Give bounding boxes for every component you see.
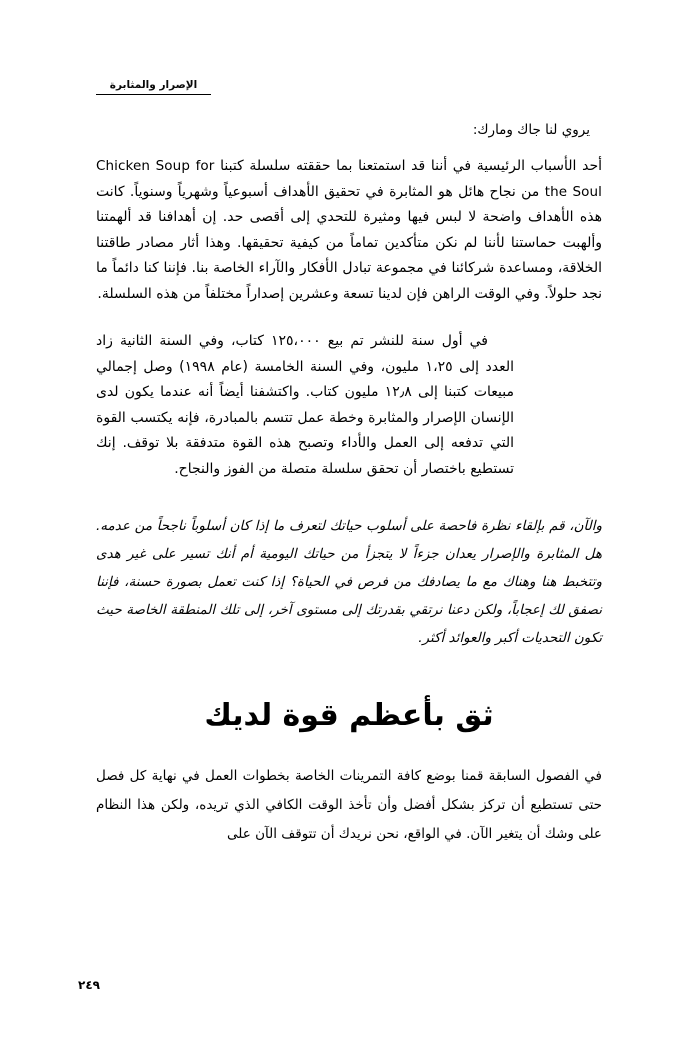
quote-paragraph-two: في أول سنة للنشر تم بيع ١٢٥،٠٠٠ كتاب، وفي السنة الثانية زاد العدد إلى ١،٢٥ مليون، وفي السنة الخامسة (عام ١٩٩٨) وصل إجمالي مبيعات كتبنا إلى ١٢٫٨ مليون كتاب. واكتشفنا أيضاً أنه عندما يكون لدى الإنسان الإصرار والمثابرة وخطة عمل تتسم بالمبادرة، فإنه يكتسب القوة التي تدفعه إلى العمل والأداء وتصبح هذه القوة متدفقة بلا توقف. إنك تستطيع باختصار أن تحقق سلسلة متصلة من الفوز والنجاح. <box>96 333 515 477</box>
page-number: ٢٤٩ <box>78 978 100 992</box>
page-content <box>96 120 602 849</box>
quote-text-after-title: من نجاح هائل هو المثابرة في تحقيق الأهداف أسبوعياً وشهرياً وسنوياً. كانت هذه الأهداف واضحة لا لبس فيها ومثيرة للتحدي إلى أقصى حد. إن أهدافنا قد ألهمتنا وألهبت حماستنا لأننا لم نكن متأكدين تماماً من كيفية تحقيقها. وهذا أثار مصادر طاقتنا الخلاقة، ومساعدة شركائنا في مجموعة تبادل الأفكار والآراء الخاصة بنا. فإننا كنا دائماً ما نجد حلولاً. وفي الوقت الراهن فإن لدينا تسعة وعشرين إصداراً مختلفاً من هذه السلسلة. <box>96 183 602 302</box>
lead-in-line: يروي لنا جاك ومارك: <box>472 122 590 138</box>
closing-paragraph: في الفصول السابقة قمنا بوضع كافة التمرينات الخاصة بخطوات العمل في نهاية كل فصل حتى تستطيع أن تركز بشكل أفضل وأن تأخذ الوقت الكافي الذي تريده، ولكن هذا النظام على وشك أن يتغير الآن. في الواقع، نحن نريدك أن تتوقف الآن على <box>96 768 602 842</box>
section-heading: ثق بأعظم قوة لديك <box>204 698 494 733</box>
quote-paragraph-one <box>96 154 602 307</box>
running-header-rule <box>96 94 211 95</box>
narrative-paragraph: والآن، قم بإلقاء نظرة فاحصة على أسلوب حياتك لتعرف ما إذا كان أسلوباً ناجحاً من عدمه. هل المثابرة والإصرار يعدان جزءاً لا يتجزأ من حياتك اليومية أم أنك تسير على غير هدى وتتخبط هنا وهناك مع ما يصادفك من فرص في الحياة؟ إذا كنت تعمل بصورة حسنة، فإننا نصفق لك إعجاباً، ولكن دعنا نرتقي بقدرتك إلى مستوى آخر، إلى تلك المنطقة الخاصة حيث تكون التحديات أكبر والعوائد أكثر. <box>96 518 602 646</box>
book-series-title: Chicken Soup for the Soul <box>96 158 602 200</box>
quote-text-before-title: أحد الأسباب الرئيسية في أننا قد استمتعنا بما حققته سلسلة كتبنا <box>214 158 602 174</box>
running-header <box>96 78 211 95</box>
running-header-title: الإصرار والمثابرة <box>109 79 198 91</box>
